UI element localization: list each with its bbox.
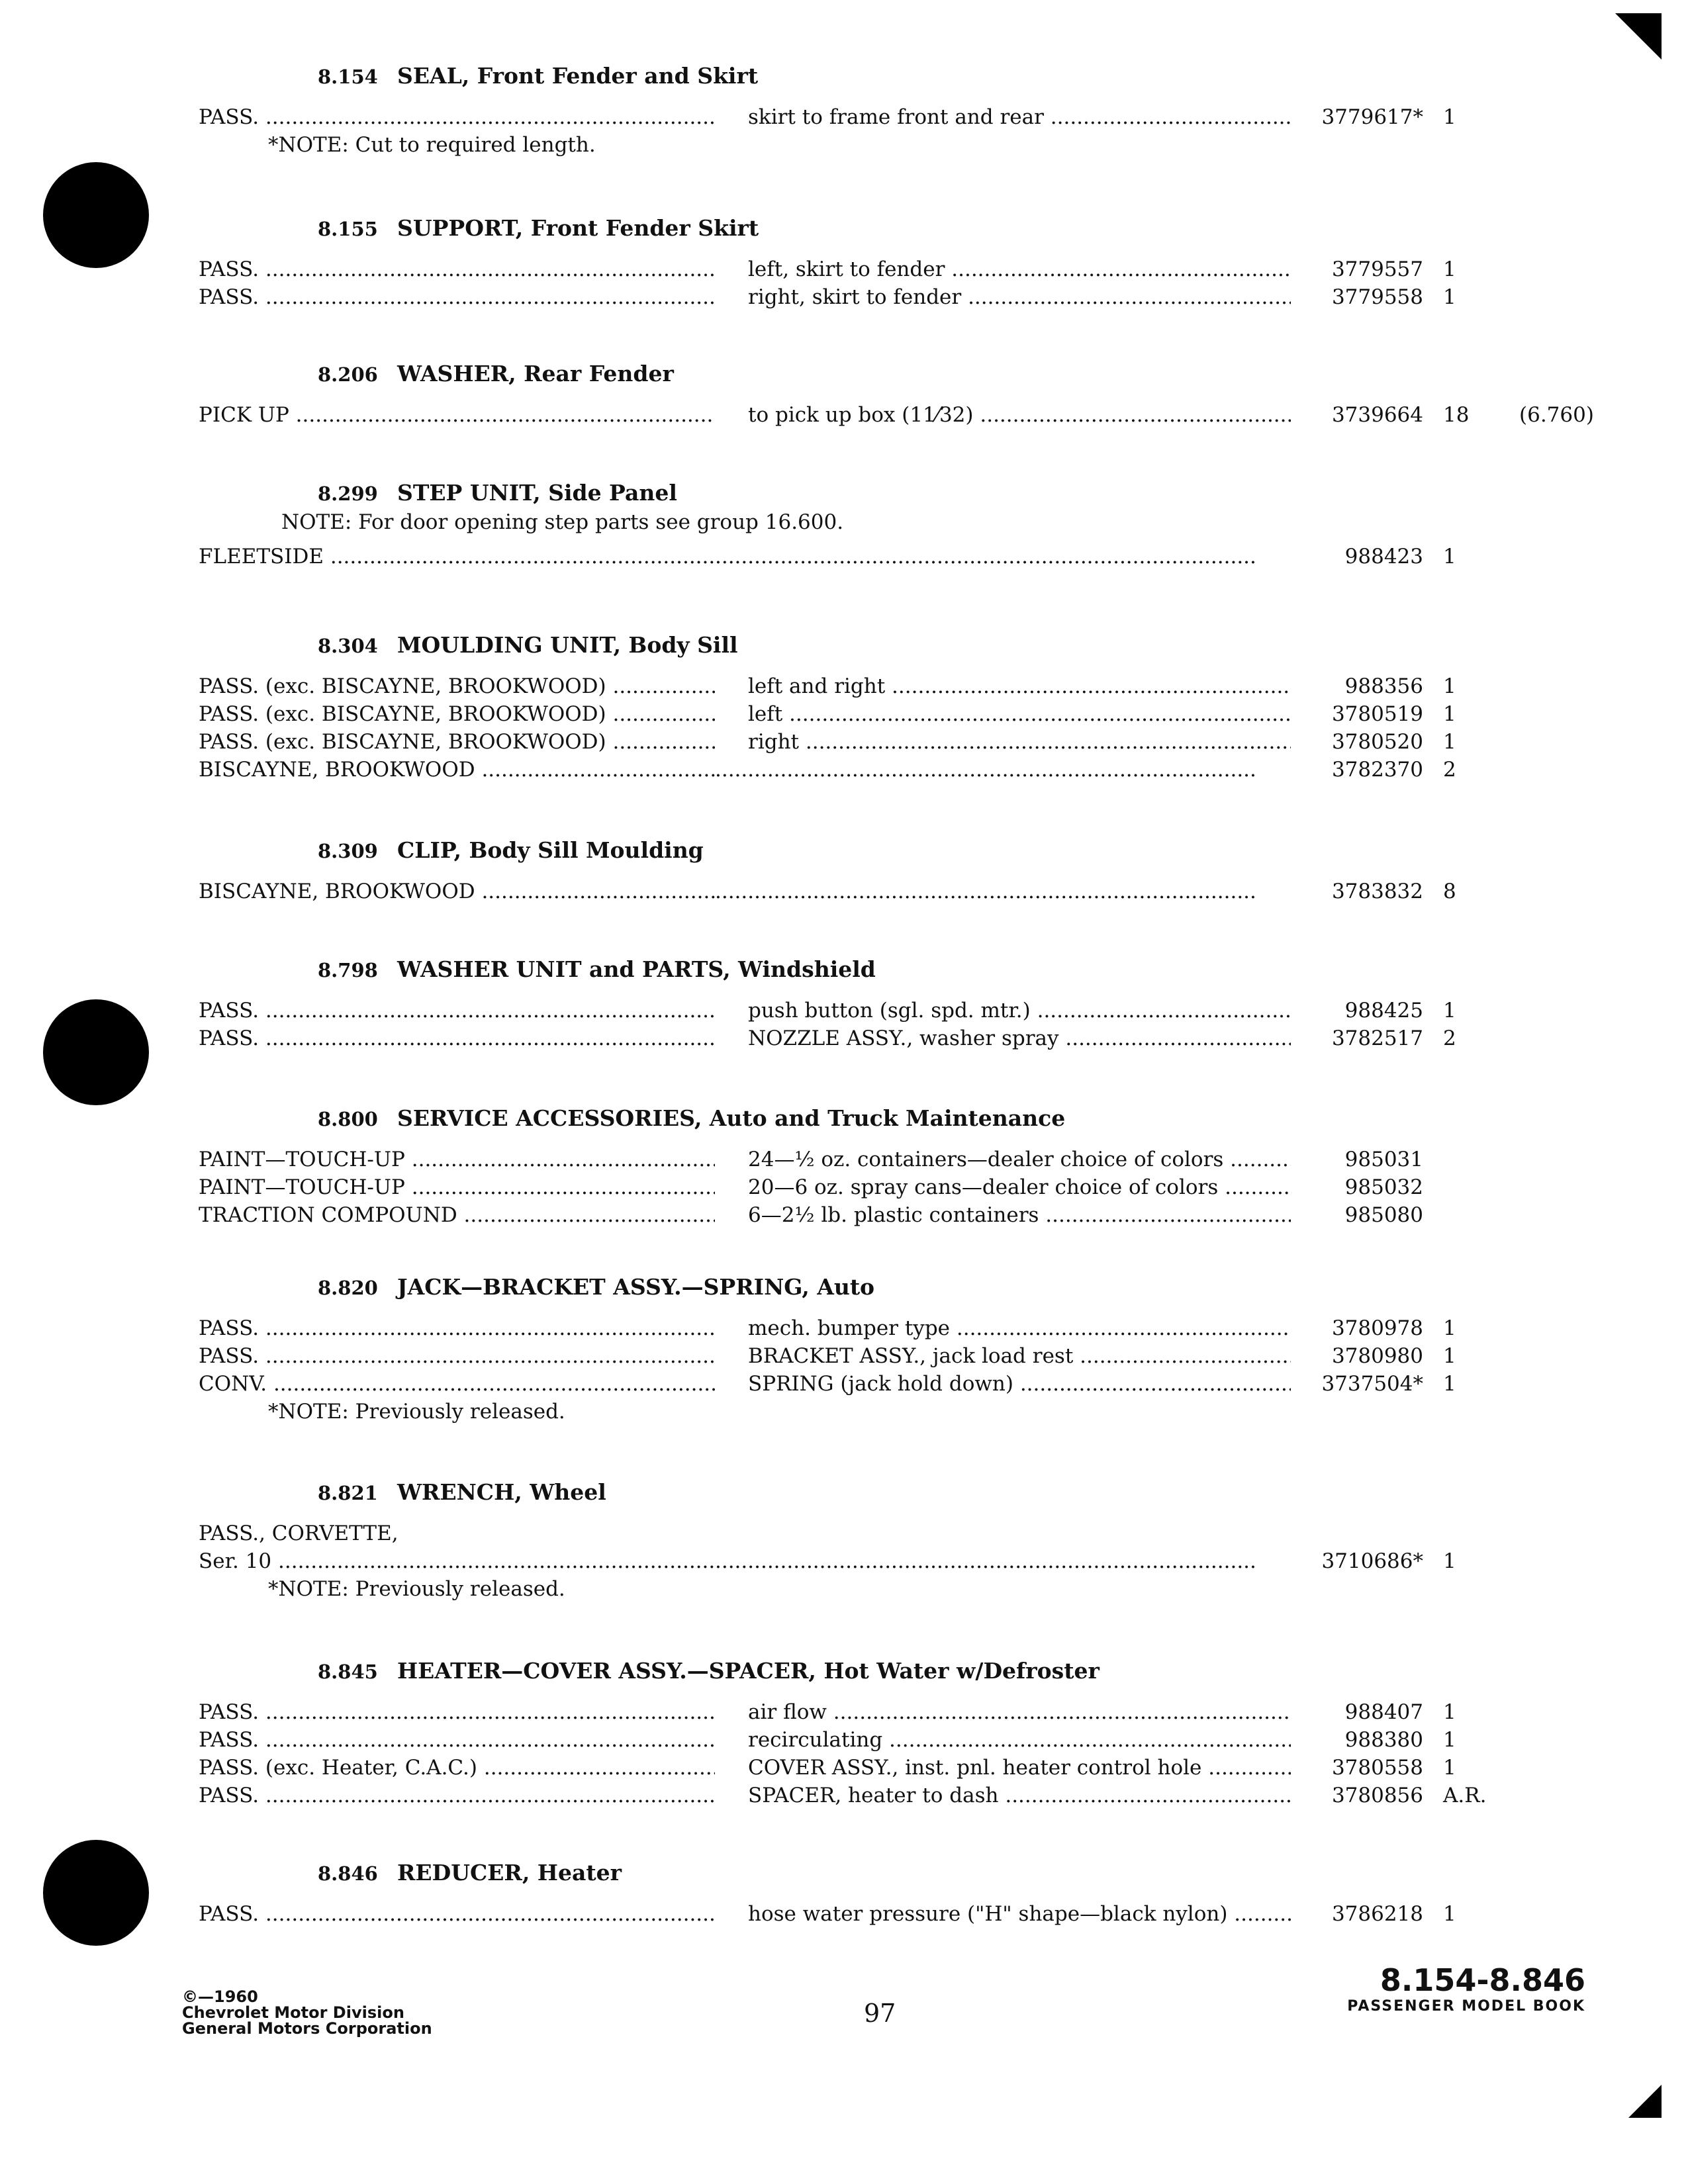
description-text: COVER ASSY., inst. pnl. heater control hole ..... <box>748 1756 1291 1780</box>
description-text: left, skirt to fender ..... <box>748 257 1291 281</box>
model-cell <box>199 999 715 1023</box>
model-cell <box>199 257 715 281</box>
description-text: mech. bumper type ..... <box>748 1316 1291 1340</box>
description-cell <box>748 403 1291 427</box>
spacer <box>199 96 1602 105</box>
model-cell <box>199 105 715 129</box>
spacer <box>199 1307 1602 1316</box>
table-row <box>199 1728 1602 1756</box>
description-text <box>715 1549 1258 1573</box>
description-text: NOZZLE ASSY., washer spray ..... <box>748 1026 1291 1050</box>
part-number: 988423 <box>1344 545 1423 569</box>
model-cell <box>199 1728 715 1752</box>
section-title: STEP UNIT, Side Panel <box>397 480 677 506</box>
part-number: 988425 <box>1344 999 1423 1023</box>
model-text: PASS. ..... <box>199 1728 715 1752</box>
description-cell <box>715 758 1258 782</box>
section-heading <box>318 215 1602 248</box>
section-heading <box>318 1274 1602 1307</box>
catalog-section <box>199 632 1602 786</box>
quantity: 1 <box>1443 545 1456 569</box>
quantity: 1 <box>1443 1728 1456 1752</box>
quantity: 1 <box>1443 1372 1456 1396</box>
group-number: 8.800 <box>318 1108 378 1130</box>
part-number: 3780978 <box>1331 1316 1423 1340</box>
model-text: PASS. ..... <box>199 999 715 1023</box>
group-number: 8.155 <box>318 218 378 240</box>
section-title: JACK—BRACKET ASSY.—SPRING, Auto <box>397 1274 875 1300</box>
table-row <box>199 1756 1602 1784</box>
model-cell <box>199 1344 715 1368</box>
model-text: TRACTION COMPOUND ..... <box>199 1203 715 1227</box>
section-heading <box>318 956 1602 989</box>
description-text: recirculating ..... <box>748 1728 1291 1752</box>
catalog-section <box>199 361 1602 431</box>
page-number: 97 <box>864 1999 896 2028</box>
spacer <box>199 665 1602 674</box>
group-number: 8.309 <box>318 840 378 862</box>
model-text: PASS. ..... <box>199 1784 715 1807</box>
description-text: 6—2½ lb. plastic containers ..... <box>748 1203 1291 1227</box>
table-row <box>199 257 1602 285</box>
quantity: A.R. <box>1443 1784 1487 1807</box>
corporation: General Motors Corporation <box>182 2019 432 2038</box>
quantity: 1 <box>1443 730 1456 754</box>
model-cell <box>199 702 715 726</box>
description-cell <box>748 1026 1291 1050</box>
binder-hole <box>43 1840 149 1946</box>
model-cell <box>199 1316 715 1340</box>
spacer <box>199 1893 1602 1902</box>
quantity: 1 <box>1443 999 1456 1023</box>
description-text: SPRING (jack hold down) ..... <box>748 1372 1291 1396</box>
section-note: NOTE: For door opening step parts see group 16.600. <box>281 510 844 534</box>
page-range-block <box>1347 1962 1585 2015</box>
description-text: push button (sgl. spd. mtr.) ..... <box>748 999 1291 1023</box>
quantity: 1 <box>1443 1549 1456 1573</box>
description-cell <box>748 1344 1291 1368</box>
catalog-section <box>199 215 1602 313</box>
part-number: 988380 <box>1344 1728 1423 1752</box>
section-title: HEATER—COVER ASSY.—SPACER, Hot Water w/Defroster <box>397 1658 1100 1684</box>
part-number: 3780980 <box>1331 1344 1423 1368</box>
part-number: 3737504* <box>1321 1372 1423 1396</box>
description-text: right, skirt to fender ..... <box>748 285 1291 309</box>
catalog-section <box>199 956 1602 1054</box>
section-title: WRENCH, Wheel <box>397 1479 606 1505</box>
description-cell <box>748 1175 1291 1199</box>
quantity: 1 <box>1443 1756 1456 1780</box>
catalog-section <box>199 63 1602 163</box>
part-number: 3783832 <box>1331 880 1423 903</box>
part-number: 985080 <box>1344 1203 1423 1227</box>
part-number: 3739664 <box>1331 403 1423 427</box>
table-row <box>199 702 1602 730</box>
model-cell <box>199 1203 715 1227</box>
section-heading <box>318 1105 1602 1138</box>
quantity: 2 <box>1443 1026 1456 1050</box>
model-cell <box>199 674 715 698</box>
description-text: left and right ..... <box>748 674 1291 698</box>
model-text: CONV. ..... <box>199 1372 715 1396</box>
table-row <box>199 1344 1602 1372</box>
description-cell <box>748 1756 1291 1780</box>
part-number: 3780520 <box>1331 730 1423 754</box>
section-title: CLIP, Body Sill Moulding <box>397 837 704 863</box>
page-range: 8.154-8.846 <box>1380 1962 1585 1998</box>
spacer <box>199 1691 1602 1700</box>
table-row <box>199 403 1602 431</box>
model-text: PAINT—TOUCH-UP ..... <box>199 1175 715 1199</box>
model-cell <box>199 880 715 903</box>
model-cell <box>199 758 715 782</box>
description-text: skirt to frame front and rear ..... <box>748 105 1291 129</box>
spacer <box>199 989 1602 999</box>
model-text: Ser. 10 ..... <box>199 1549 715 1573</box>
part-number: 3782517 <box>1331 1026 1423 1050</box>
group-number: 8.299 <box>318 482 378 505</box>
model-text: PASS. (exc. BISCAYNE, BROOKWOOD) ..... <box>199 702 715 726</box>
part-number: 988407 <box>1344 1700 1423 1724</box>
model-cell <box>199 1522 715 1545</box>
section-heading <box>318 1479 1602 1512</box>
description-cell <box>748 1728 1291 1752</box>
table-row <box>199 545 1602 572</box>
binder-hole <box>43 999 149 1105</box>
group-number: 8.154 <box>318 66 378 88</box>
part-number: 3780519 <box>1331 702 1423 726</box>
catalog-section <box>199 1105 1602 1231</box>
catalog-section <box>199 1274 1602 1430</box>
description-cell <box>748 1902 1291 1926</box>
spacer <box>199 394 1602 403</box>
section-title: WASHER UNIT and PARTS, Windshield <box>397 956 876 982</box>
description-text: SPACER, heater to dash ..... <box>748 1784 1291 1807</box>
description-text: BRACKET ASSY., jack load rest ..... <box>748 1344 1291 1368</box>
table-row <box>199 1700 1602 1728</box>
description-cell <box>748 674 1291 698</box>
description-text <box>715 880 1258 903</box>
table-row <box>199 1522 1602 1549</box>
section-heading <box>318 63 1602 96</box>
footnote: *NOTE: Previously released. <box>268 1400 565 1424</box>
model-cell <box>199 545 715 569</box>
catalog-section <box>199 837 1602 907</box>
description-cell <box>748 702 1291 726</box>
description-cell <box>715 1549 1258 1573</box>
model-text: PASS. (exc. Heater, C.A.C.) ..... <box>199 1756 715 1780</box>
model-text: PASS. ..... <box>199 285 715 309</box>
quantity: 1 <box>1443 674 1456 698</box>
model-text: FLEETSIDE ..... <box>199 545 715 569</box>
table-row <box>199 999 1602 1026</box>
table-row <box>199 1026 1602 1054</box>
model-cell <box>199 1026 715 1050</box>
description-cell <box>748 1700 1291 1724</box>
group-number: 8.820 <box>318 1277 378 1299</box>
model-text: PASS. ..... <box>199 1700 715 1724</box>
spacer <box>199 248 1602 257</box>
model-text: PASS. ..... <box>199 1344 715 1368</box>
description-text: left ..... <box>748 702 1291 726</box>
table-row <box>199 880 1602 907</box>
copyright: ©—1960 <box>182 1987 258 2006</box>
description-cell <box>748 257 1291 281</box>
description-cell <box>715 880 1258 903</box>
model-text: PASS. ..... <box>199 1902 715 1926</box>
table-row <box>199 730 1602 758</box>
division: Chevrolet Motor Division <box>182 2003 404 2022</box>
footnote: *NOTE: Cut to required length. <box>268 133 596 157</box>
model-text: PAINT—TOUCH-UP ..... <box>199 1148 715 1171</box>
part-number: 3779558 <box>1331 285 1423 309</box>
table-row <box>199 1203 1602 1231</box>
model-text: PASS. ..... <box>199 257 715 281</box>
table-row <box>199 1372 1602 1400</box>
description-cell <box>748 1784 1291 1807</box>
model-text: PASS. ..... <box>199 1316 715 1340</box>
section-title: SERVICE ACCESSORIES, Auto and Truck Maintenance <box>397 1105 1066 1131</box>
section-title: SUPPORT, Front Fender Skirt <box>397 215 759 241</box>
part-number: 985031 <box>1344 1148 1423 1171</box>
model-text: BISCAYNE, BROOKWOOD ..... <box>199 758 715 782</box>
quantity: 8 <box>1443 880 1456 903</box>
quantity: 1 <box>1443 1902 1456 1926</box>
model-text: PASS. ..... <box>199 1026 715 1050</box>
part-number: 3782370 <box>1331 758 1423 782</box>
spacer <box>199 1138 1602 1148</box>
table-row <box>199 1175 1602 1203</box>
quantity: 1 <box>1443 1700 1456 1724</box>
model-cell <box>199 1549 715 1573</box>
model-cell <box>199 403 715 427</box>
table-row <box>199 285 1602 313</box>
description-cell <box>748 105 1291 129</box>
description-text: 20—6 oz. spray cans—dealer choice of colors ..... <box>748 1175 1291 1199</box>
table-row <box>199 674 1602 702</box>
model-cell <box>199 285 715 309</box>
description-text: air flow ..... <box>748 1700 1291 1724</box>
table-row <box>199 1784 1602 1811</box>
description-text <box>715 758 1258 782</box>
table-row <box>199 1148 1602 1175</box>
section-title: MOULDING UNIT, Body Sill <box>397 632 738 658</box>
part-number: 3779557 <box>1331 257 1423 281</box>
part-number: 985032 <box>1344 1175 1423 1199</box>
spacer <box>199 870 1602 880</box>
part-number: 3779617* <box>1321 105 1423 129</box>
description-cell <box>748 1316 1291 1340</box>
section-title: WASHER, Rear Fender <box>397 361 674 387</box>
group-number: 8.206 <box>318 363 378 386</box>
quantity: 1 <box>1443 702 1456 726</box>
footnote: *NOTE: Previously released. <box>268 1577 565 1601</box>
model-cell <box>199 1372 715 1396</box>
model-cell <box>199 730 715 754</box>
description-cell <box>748 1203 1291 1227</box>
quantity: 1 <box>1443 285 1456 309</box>
part-number: 3780558 <box>1331 1756 1423 1780</box>
description-cell <box>748 1148 1291 1171</box>
model-text: BISCAYNE, BROOKWOOD ..... <box>199 880 715 903</box>
group-number: 8.304 <box>318 635 378 657</box>
model-text: PASS. (exc. BISCAYNE, BROOKWOOD) ..... <box>199 730 715 754</box>
group-number: 8.798 <box>318 959 378 981</box>
section-heading <box>318 480 1602 513</box>
description-cell <box>748 730 1291 754</box>
part-number: 3786218 <box>1331 1902 1423 1926</box>
table-row <box>199 758 1602 786</box>
quantity: 1 <box>1443 257 1456 281</box>
quantity: 1 <box>1443 1344 1456 1368</box>
corner-mark-bottom <box>1628 2085 1662 2118</box>
book-title: PASSENGER MODEL BOOK <box>1347 1998 1585 2015</box>
model-text: PASS. (exc. BISCAYNE, BROOKWOOD) ..... <box>199 674 715 698</box>
model-cell <box>199 1148 715 1171</box>
section-title: SEAL, Front Fender and Skirt <box>397 63 759 89</box>
model-cell <box>199 1756 715 1780</box>
table-row <box>199 1316 1602 1344</box>
table-row <box>199 1549 1602 1577</box>
table-row <box>199 105 1602 133</box>
corner-mark-top <box>1615 13 1662 60</box>
group-number: 8.821 <box>318 1482 378 1504</box>
description-cell <box>748 999 1291 1023</box>
catalog-section <box>199 1860 1602 1930</box>
model-cell <box>199 1700 715 1724</box>
section-heading <box>318 1658 1602 1691</box>
spacer <box>199 1512 1602 1522</box>
part-number: 3780856 <box>1331 1784 1423 1807</box>
description-text: 24—½ oz. containers—dealer choice of colors ..... <box>748 1148 1291 1171</box>
description-text: right ..... <box>748 730 1291 754</box>
part-number: 988356 <box>1344 674 1423 698</box>
model-cell <box>199 1175 715 1199</box>
section-heading <box>318 361 1602 394</box>
model-text: PASS. ..... <box>199 105 715 129</box>
description-text <box>715 545 1258 569</box>
section-heading <box>318 837 1602 870</box>
catalog-section <box>199 480 1602 572</box>
section-heading <box>318 1860 1602 1893</box>
quantity: 18 <box>1443 403 1470 427</box>
part-number: 3710686* <box>1321 1549 1423 1573</box>
model-cell <box>199 1902 715 1926</box>
description-cell <box>715 545 1258 569</box>
description-text: hose water pressure ("H" shape—black nylon) ..... <box>748 1902 1291 1926</box>
table-row <box>199 1902 1602 1930</box>
model-text: PASS., CORVETTE, <box>199 1522 399 1545</box>
publisher-info <box>182 1989 432 2036</box>
quantity: 1 <box>1443 105 1456 129</box>
description-text: to pick up box (11⁄32) ..... <box>748 403 1291 427</box>
quantity: 1 <box>1443 1316 1456 1340</box>
catalog-section <box>199 1658 1602 1811</box>
catalog-section <box>199 1479 1602 1608</box>
group-number: 8.846 <box>318 1862 378 1885</box>
extra-value: (6.760) <box>1519 403 1594 427</box>
model-cell <box>199 1784 715 1807</box>
section-heading <box>318 632 1602 665</box>
quantity: 2 <box>1443 758 1456 782</box>
model-text: PICK UP ..... <box>199 403 715 427</box>
binder-hole <box>43 162 149 268</box>
group-number: 8.845 <box>318 1661 378 1683</box>
section-title: REDUCER, Heater <box>397 1860 622 1886</box>
description-cell <box>748 285 1291 309</box>
description-cell <box>748 1372 1291 1396</box>
